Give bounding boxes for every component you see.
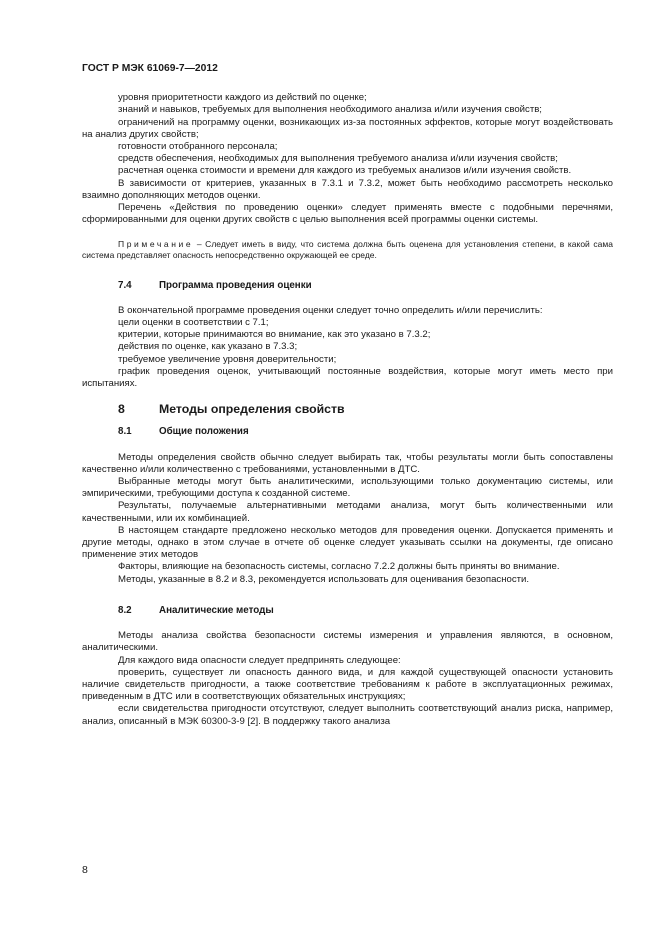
- note-text: – Следует иметь в виду, что система должна быть оценена для установления степени, в какой сама система представляет опасность непосредственно окружающей ее среде.: [82, 239, 613, 261]
- paragraph: средств обеспечения, необходимых для выполнения требуемого анализа и/или изучения свойств;: [118, 153, 558, 165]
- document-header: ГОСТ Р МЭК 61069-7—2012: [82, 63, 218, 74]
- section-number: 8.2: [118, 604, 132, 616]
- section-title: Программа проведения оценки: [159, 279, 312, 291]
- paragraph: действия по оценке, как указано в 7.3.3;: [118, 341, 298, 353]
- paragraph: Перечень «Действия по проведению оценки» следует применять вместе с подобными перечнями, сформированными для оценки других свойств с целью выполнения всей программы оценки системы.: [82, 202, 613, 226]
- paragraph: Факторы, влияющие на безопасность системы, согласно 7.2.2 должны быть приняты во внимание.: [118, 561, 560, 573]
- paragraph: Методы анализа свойства безопасности системы измерения и управления являются, в основном, аналитическими.: [82, 630, 613, 654]
- paragraph: требуемое увеличение уровня доверительности;: [118, 353, 337, 365]
- section-heading-8: [118, 403, 613, 415]
- paragraph: график проведения оценок, учитывающий постоянные воздействия, которые могут иметь место при испытаниях.: [82, 365, 613, 390]
- note: [82, 239, 613, 260]
- section-heading-7-4: [118, 280, 613, 292]
- paragraph: В окончательной программе проведения оценки следует точно определить и/или перечислить:: [118, 304, 543, 316]
- note-label: Примечание: [118, 239, 194, 250]
- paragraph-block-1: [82, 92, 613, 226]
- section-title: Общие положения: [159, 426, 249, 438]
- paragraph: В зависимости от критериев, указанных в 7.3.1 и 7.3.2, может быть необходимо рассмотреть несколько взаимно дополняющих методов оценки.: [82, 177, 613, 201]
- paragraph: знаний и навыков, требуемых для выполнения необходимого анализа и/или изучения свойств;: [118, 104, 542, 116]
- paragraph: готовности отобранного персонала;: [118, 141, 278, 153]
- section-heading-8-2: [118, 605, 613, 617]
- paragraph: проверить, существует ли опасность данного вида, и для каждой существующей опасности установить наличие свидетельств пригодности, а также соответствие требованиям к работе в эксплуатационных режимах, приведенным в ДТС или в соответствующих обязательных инструкциях;: [82, 666, 613, 703]
- page-number: 8: [82, 864, 88, 876]
- section-number: 8.1: [118, 426, 132, 438]
- section-title: Аналитические методы: [159, 604, 274, 616]
- section-heading-8-1: [118, 426, 613, 438]
- paragraph: Выбранные методы могут быть аналитическими, использующими только документацию системы, или эмпирическими, требующими доступа к созданной системе.: [82, 476, 613, 500]
- paragraph: расчетная оценка стоимости и времени для каждого из требуемых анализов и/или изучения свойств.: [118, 165, 572, 177]
- page-body: [82, 63, 613, 728]
- paragraph: ограничений на программу оценки, возникающих из-за постоянных эффектов, которые могут воздействовать на анализ других свойств;: [82, 116, 613, 140]
- paragraph: критерии, которые принимаются во внимание, как это указано в 7.3.2;: [118, 329, 431, 341]
- paragraph-block-2: [82, 305, 613, 390]
- section-number: 8: [118, 402, 125, 417]
- paragraph: цели оценки в соответствии с 7.1;: [118, 317, 269, 329]
- paragraph: Методы определения свойств обычно следует выбирать так, чтобы результаты могли быть сопоставлены качественно и/или количественно с требованиями, установленными в ДТС.: [82, 451, 613, 475]
- section-number: 7.4: [118, 279, 132, 291]
- paragraph-block-4: [82, 630, 613, 728]
- paragraph: уровня приоритетности каждого из действий по оценке;: [118, 92, 367, 104]
- paragraph-block-3: [82, 452, 613, 586]
- paragraph: Результаты, получаемые альтернативными методами анализа, могут быть количественными или качественными, или их комбинацией.: [82, 500, 613, 524]
- paragraph: Для каждого вида опасности следует предпринять следующее:: [118, 654, 401, 666]
- paragraph: В настоящем стандарте предложено несколько методов для проведения оценки. Допускается применять и другие методы, однако в этом случае в отчете об оценке следует указывать ссылки на документы, где описано применение этих методов: [82, 524, 613, 561]
- section-title: Методы определения свойств: [159, 402, 345, 417]
- paragraph: Методы, указанные в 8.2 и 8.3, рекомендуется использовать для оценивания безопасности.: [118, 573, 530, 585]
- paragraph: если свидетельства пригодности отсутствуют, следует выполнить соответствующий анализ риска, например, анализ, описанный в МЭК 60300-3-9 [2]. В поддержку такого анализа: [82, 703, 613, 727]
